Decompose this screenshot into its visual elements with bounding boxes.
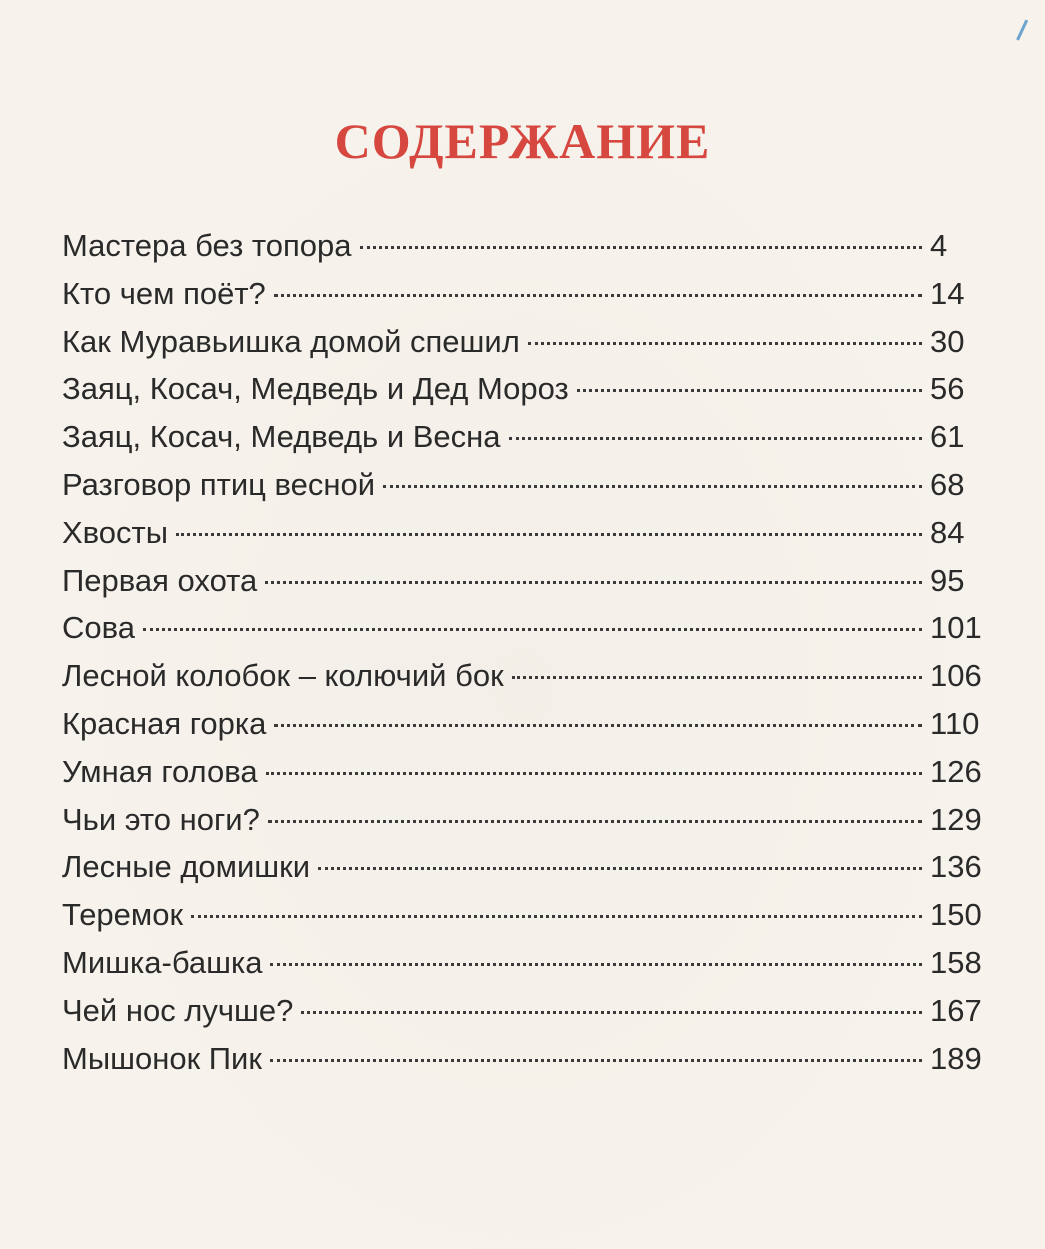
toc-entry bbox=[62, 318, 996, 366]
toc-entry-title: Кто чем поёт? bbox=[62, 275, 266, 311]
toc-entry-title: Теремок bbox=[62, 897, 184, 933]
toc-entry bbox=[62, 939, 996, 987]
toc-dot-leader bbox=[318, 867, 922, 870]
toc-entry-title: Как Муравьишка домой спешил bbox=[62, 323, 520, 359]
toc-entry bbox=[62, 796, 996, 844]
toc-dot-leader bbox=[143, 628, 922, 631]
toc-entry bbox=[62, 987, 996, 1035]
toc-dot-leader bbox=[509, 437, 922, 440]
page-title: СОДЕРЖАНИЕ bbox=[334, 113, 711, 169]
toc-dot-leader bbox=[274, 724, 922, 727]
toc-dot-leader bbox=[176, 533, 922, 536]
toc-dot-leader bbox=[528, 342, 922, 345]
toc-entry bbox=[62, 270, 996, 318]
toc-entry bbox=[62, 700, 996, 748]
toc-entry bbox=[62, 1035, 996, 1083]
toc-entry-title: Лесные домишки bbox=[62, 849, 311, 885]
toc-entry-page: 68 bbox=[930, 466, 965, 502]
toc-entry bbox=[62, 843, 996, 891]
toc-entry bbox=[62, 461, 996, 509]
toc-entry-page: 136 bbox=[930, 849, 982, 885]
toc-entry-title: Чей нос лучше? bbox=[62, 992, 294, 1028]
toc-entry-title: Заяц, Косач, Медведь и Дед Мороз bbox=[62, 371, 569, 407]
toc-dot-leader bbox=[268, 820, 922, 823]
toc-dot-leader bbox=[270, 963, 922, 966]
toc-entry-page: 14 bbox=[930, 275, 965, 311]
toc-dot-leader bbox=[512, 676, 922, 679]
toc-entry-page: 30 bbox=[930, 323, 965, 359]
toc-dot-leader bbox=[265, 581, 922, 584]
toc-entry-title: Красная горка bbox=[62, 705, 267, 741]
toc-entry-page: 110 bbox=[930, 705, 980, 741]
toc-entry bbox=[62, 891, 996, 939]
toc-entry-title: Первая охота bbox=[62, 562, 258, 598]
toc-entry-title: Разговор птиц весной bbox=[62, 466, 376, 502]
toc-dot-leader bbox=[301, 1011, 922, 1014]
toc-entry-page: 167 bbox=[930, 992, 982, 1028]
toc-entry-page: 189 bbox=[930, 1040, 982, 1076]
toc-entry-title: Мышонок Пик bbox=[62, 1040, 262, 1076]
toc-entry-title: Заяц, Косач, Медведь и Весна bbox=[62, 419, 501, 455]
toc-dot-leader bbox=[360, 246, 923, 249]
toc-entry-page: 106 bbox=[930, 658, 982, 694]
toc-entry-page: 129 bbox=[930, 801, 982, 837]
toc-entry-title: Мастера без топора bbox=[62, 228, 352, 263]
toc-entry-page: 61 bbox=[930, 419, 965, 455]
toc-entry-page: 84 bbox=[930, 514, 965, 550]
toc-entry bbox=[62, 413, 996, 461]
toc-entry-title: Умная голова bbox=[62, 753, 258, 789]
toc-dot-leader bbox=[577, 389, 922, 392]
table-of-contents bbox=[62, 222, 996, 1082]
toc-entry-title: Лесной колобок – колючий бок bbox=[62, 658, 504, 694]
toc-entry bbox=[62, 557, 996, 605]
toc-dot-leader bbox=[270, 1059, 922, 1062]
toc-entry bbox=[62, 748, 996, 796]
toc-entry bbox=[62, 222, 996, 270]
toc-entry-page: 4 bbox=[930, 228, 948, 263]
toc-dot-leader bbox=[191, 915, 922, 918]
toc-entry-page: 101 bbox=[930, 610, 982, 646]
toc-entry-page: 56 bbox=[930, 371, 965, 407]
toc-entry bbox=[62, 604, 996, 652]
toc-entry-page: 158 bbox=[930, 944, 982, 980]
toc-entry-page: 95 bbox=[930, 562, 965, 598]
toc-entry-page: 126 bbox=[930, 753, 982, 789]
toc-dot-leader bbox=[383, 485, 922, 488]
toc-entry bbox=[62, 652, 996, 700]
toc-dot-leader bbox=[274, 294, 922, 297]
toc-entry-title: Хвосты bbox=[62, 514, 169, 550]
toc-entry-page: 150 bbox=[930, 897, 982, 933]
toc-entry-title: Сова bbox=[62, 610, 135, 646]
toc-entry-title: Мишка-башка bbox=[62, 944, 263, 980]
toc-dot-leader bbox=[266, 772, 922, 775]
toc-entry-title: Чьи это ноги? bbox=[62, 801, 260, 837]
corner-ink-mark bbox=[1016, 19, 1041, 46]
toc-entry bbox=[62, 365, 996, 413]
toc-entry bbox=[62, 509, 996, 557]
